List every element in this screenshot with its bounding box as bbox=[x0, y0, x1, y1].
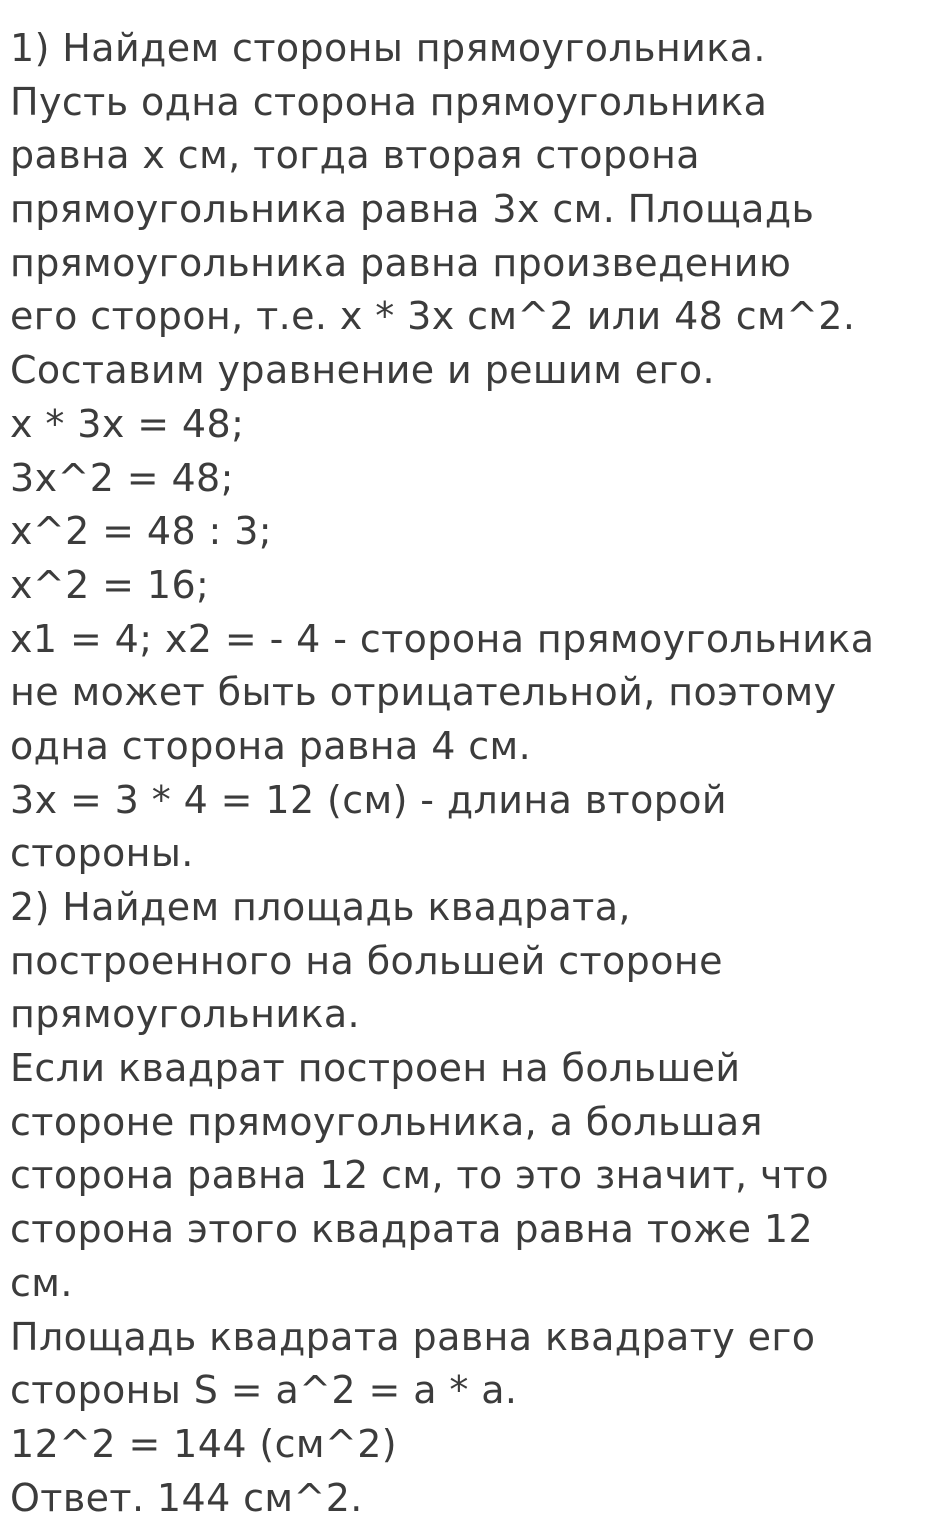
text-line: 1) Найдем стороны прямоугольника. bbox=[10, 26, 766, 70]
equation-line: x * 3x = 48; bbox=[10, 401, 245, 446]
text-line: прямоугольника равна произведению bbox=[10, 240, 792, 285]
text-line: сторона этого квадрата равна тоже 12 bbox=[10, 1207, 814, 1252]
equation-line: 12^2 = 144 (см^2) bbox=[10, 1421, 398, 1466]
text-line: прямоугольника. bbox=[10, 992, 360, 1037]
text-line: его сторон, т.е. x * 3x см^2 или 48 см^2. bbox=[10, 294, 856, 339]
text-line: Пусть одна сторона прямоугольника bbox=[10, 79, 768, 124]
text-line: не может быть отрицательной, поэтому bbox=[10, 670, 837, 715]
text-line: одна сторона равна 4 см. bbox=[10, 723, 532, 768]
text-line: Если квадрат построен на большей bbox=[10, 1046, 741, 1091]
text-line: стороны S = a^2 = a * a. bbox=[10, 1368, 518, 1413]
equation-line: 3x = 3 * 4 = 12 (см) - длина второй bbox=[10, 777, 727, 822]
text-line: прямоугольника равна 3x см. Площадь bbox=[10, 187, 815, 232]
solution-text bbox=[10, 22, 930, 1525]
text-line: 2) Найдем площадь квадрата, bbox=[10, 885, 631, 929]
text-line: Составим уравнение и решим его. bbox=[10, 348, 716, 393]
text-line: равна x см, тогда вторая сторона bbox=[10, 133, 700, 178]
text-line: построенного на большей стороне bbox=[10, 938, 723, 983]
text-line: сторона равна 12 см, то это значит, что bbox=[10, 1153, 830, 1198]
equation-line: x^2 = 16; bbox=[10, 562, 210, 607]
equation-line: 3x^2 = 48; bbox=[10, 455, 234, 500]
text-line: Площадь квадрата равна квадрату его bbox=[10, 1314, 816, 1359]
text-line: стороны. bbox=[10, 831, 194, 876]
text-line: стороне прямоугольника, а большая bbox=[10, 1099, 763, 1144]
text-line: см. bbox=[10, 1260, 73, 1305]
answer-line: Ответ. 144 см^2. bbox=[10, 1475, 363, 1520]
equation-line: x^2 = 48 : 3; bbox=[10, 509, 272, 554]
text-line: x1 = 4; x2 = - 4 - сторона прямоугольника bbox=[10, 616, 875, 661]
